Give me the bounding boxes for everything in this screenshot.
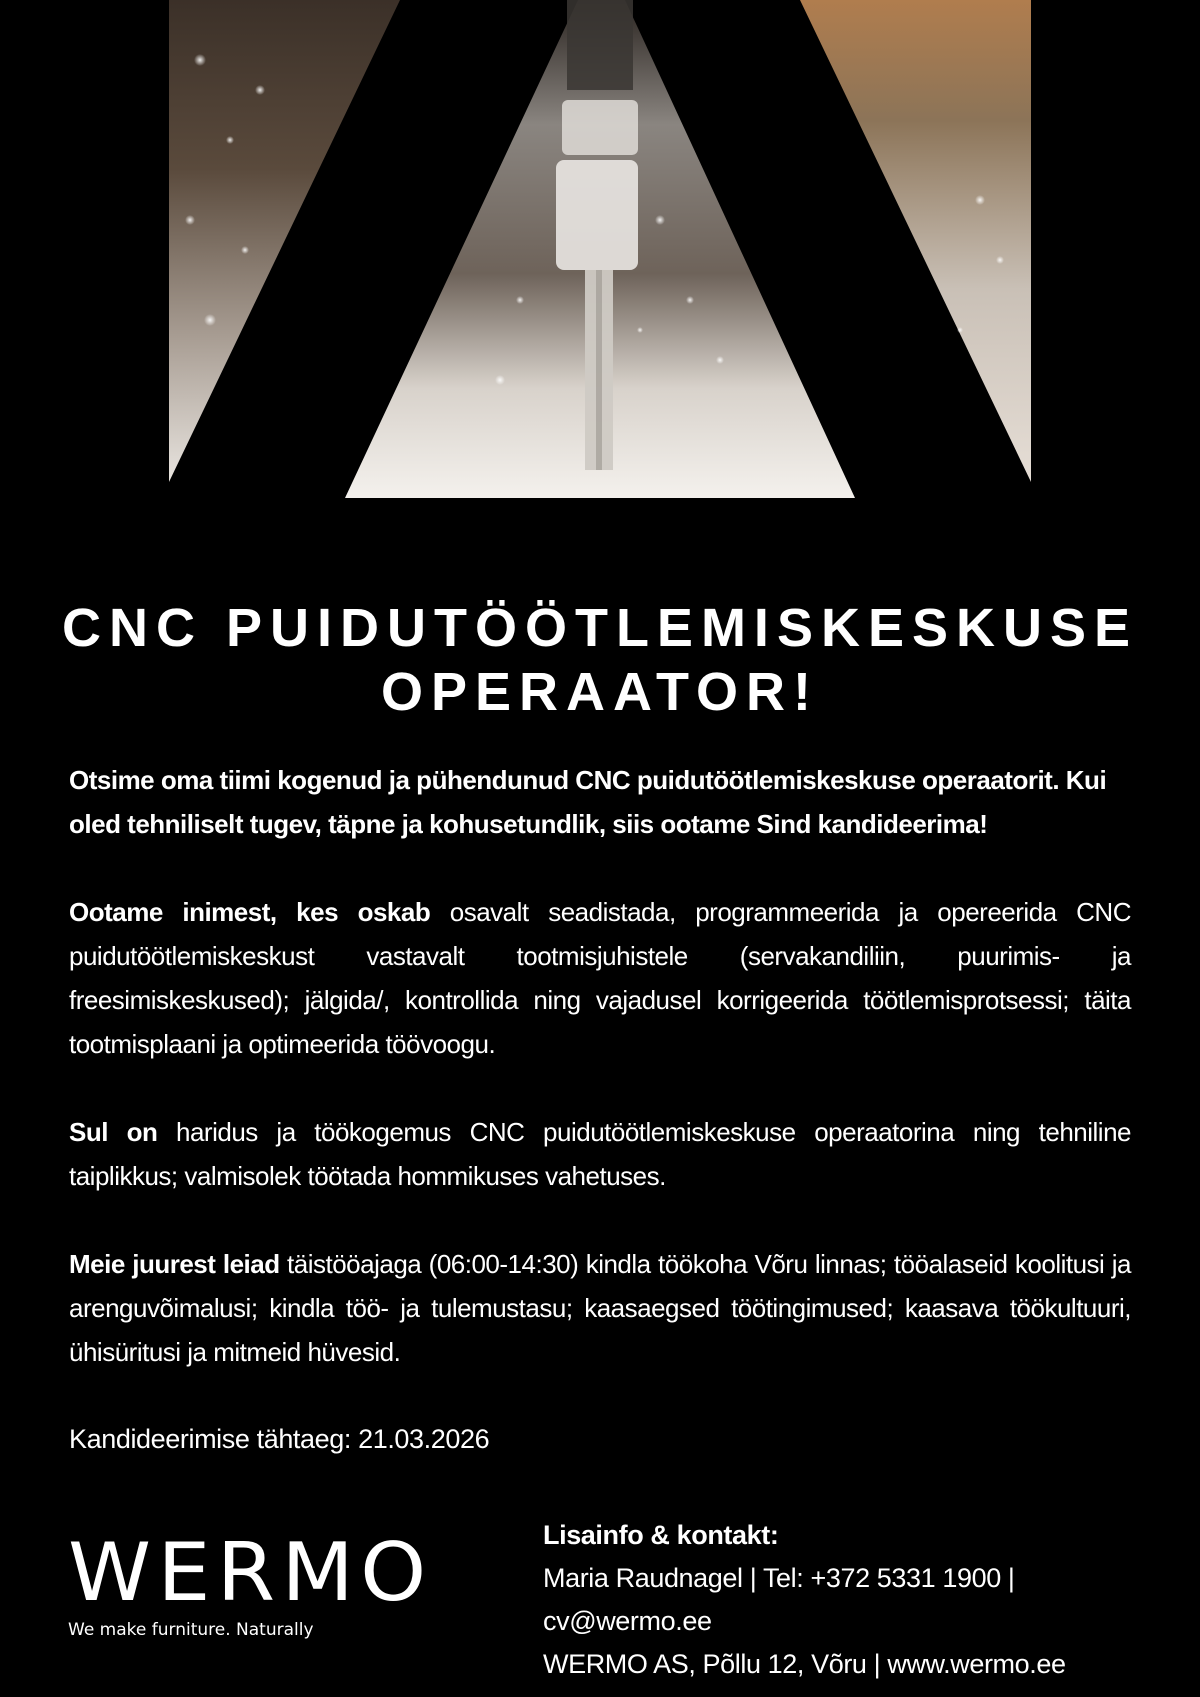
contact-heading: Lisainfo & kontakt: [543,1520,779,1550]
benefits-lead: Meie juurest leiad [69,1249,280,1279]
job-description [69,758,1131,1418]
logo-tagline: We make furniture. Naturally [68,1620,314,1640]
contact-person-phone: Maria Raudnagel | Tel: +372 5331 1900 | [543,1563,1015,1593]
requirements-paragraph [69,890,1131,1066]
page-title [0,596,1200,724]
contact-address-website[interactable]: WERMO AS, Põllu 12, Võru | www.wermo.ee [543,1649,1066,1679]
title-line-1: CNC PUIDUTÖÖTLEMISKESKUSE [61,598,1139,659]
hero-image [0,0,1200,500]
requirements-text: osavalt seadistada, programmeerida ja opereerida CNC puidutöötlemiskeskust vastavalt tootmisjuhistele (servakandiliin, puurimis- ja freesimiskeskused); jälgida/, kontrollida ning vajadusel korrigeerida töötlemisprotsessi; täita tootmisplaani ja optimeerida töövoogu. [69,897,1131,1059]
logo-wordmark: WERMO [68,1526,433,1619]
benefits-text: täistööajaga (06:00-14:30) kindla töökoha Võru linnas; tööalaseid koolitusi ja arenguvõimalusi; kindla töö- ja tulemustasu; kaasaegsed töötingimused; kaasava töökultuuri, ühisüritusi ja mitmeid hüvesid. [69,1249,1131,1367]
contact-block [543,1514,1066,1686]
qualifications-lead: Sul on [69,1117,158,1147]
qualifications-text: haridus ja töökogemus CNC puidutöötlemiskeskuse operaatorina ning tehniline taiplikkus; valmisolek töötada hommikuses vahetuses. [69,1117,1132,1191]
intro-paragraph: Otsime oma tiimi kogenud ja pühendunud CNC puidutöötlemiskeskuse operaatorit. Kui oled tehniliselt tugev, täpne ja kohusetundlik, siis ootame Sind kandideerima! [69,765,1107,839]
application-deadline: Kandideerimise tähtaeg: 21.03.2026 [69,1424,490,1454]
title-line-2: OPERAATOR! [380,662,819,723]
qualifications-paragraph [69,1110,1131,1198]
requirements-lead: Ootame inimest, kes oskab [69,897,431,927]
cnc-photo-triangles [0,0,1200,500]
benefits-paragraph [69,1242,1131,1374]
wermo-logo [68,1526,433,1642]
contact-email-link[interactable]: cv@wermo.ee [543,1606,712,1636]
